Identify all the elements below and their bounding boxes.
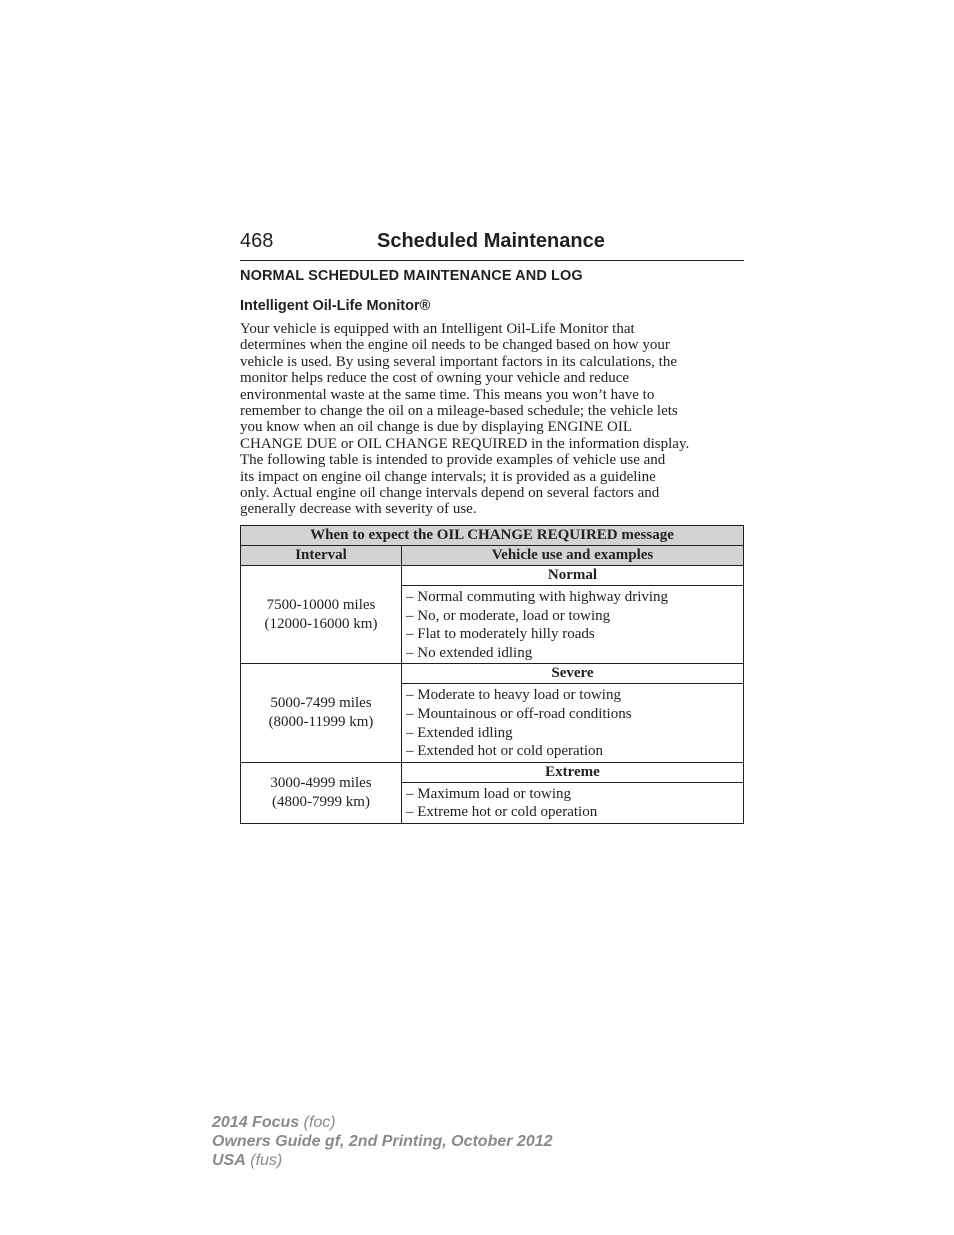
footer-model-code: (foc): [303, 1114, 336, 1131]
column-header-interval: Interval: [241, 546, 402, 566]
interval-cell: [241, 664, 402, 762]
interval-cell: [241, 762, 402, 823]
list-item: – Extreme hot or cold operation: [406, 804, 598, 821]
table-caption: When to expect the OIL CHANGE REQUIRED message: [241, 526, 744, 546]
list-item: – Flat to moderately hilly roads: [406, 626, 595, 643]
oil-change-table: [240, 525, 744, 824]
table-row: [241, 566, 744, 586]
footer-line-region: [212, 1151, 553, 1170]
interval-km: (12000-16000 km): [264, 615, 378, 632]
category-label: Extreme: [402, 762, 744, 782]
list-item: – No, or moderate, load or towing: [406, 607, 611, 624]
examples-cell: [402, 586, 744, 664]
examples-cell: [402, 782, 744, 823]
table-caption-row: [241, 526, 744, 546]
document-footer: [212, 1113, 553, 1170]
page-number: 468: [240, 230, 274, 252]
footer-region: USA: [212, 1152, 246, 1169]
body-paragraph: Your vehicle is equipped with an Intelligent Oil-Life Monitor that determines when the engine oil needs to be changed based on how your vehicle is used. By using several important factors in its calculations, the monitor helps reduce the cost of owning your vehicle and reduce environmental waste at the same time. This means you won’t have to remember to change the oil on a mileage-based schedule; the vehicle lets you know when an oil change is due by displaying ENGINE OIL CHANGE DUE or OIL CHANGE REQUIRED in the information display. The following table is intended to provide examples of vehicle use and its impact on engine oil change intervals; it is provided as a guideline only. Actual engine oil change intervals depend on several factors and generally decrease with severity of use.: [240, 321, 690, 518]
list-item: – Extended hot or cold operation: [406, 743, 604, 760]
interval-km: (8000-11999 km): [268, 714, 374, 731]
list-item: – Moderate to heavy load or towing: [406, 687, 621, 704]
footer-guide: Owners Guide gf, 2nd Printing, October 2012: [212, 1133, 553, 1150]
footer-line-model: [212, 1113, 553, 1132]
table-row: [241, 762, 744, 782]
interval-miles: 3000-4999 miles: [270, 774, 372, 791]
footer-region-code: (fus): [250, 1152, 283, 1169]
table-header-row: [241, 546, 744, 566]
footer-model: 2014 Focus: [212, 1114, 300, 1131]
column-header-vehicle-use: Vehicle use and examples: [402, 546, 744, 566]
interval-km: (4800-7999 km): [272, 793, 370, 810]
chapter-title: Scheduled Maintenance: [377, 230, 605, 252]
list-item: – No extended idling: [406, 644, 533, 661]
footer-line-guide: [212, 1132, 553, 1151]
examples-cell: [402, 684, 744, 762]
interval-miles: 5000-7499 miles: [270, 695, 372, 712]
list-item: – Normal commuting with highway driving: [406, 589, 669, 605]
list-item: – Extended idling: [406, 724, 513, 741]
category-label: Normal: [402, 566, 744, 586]
interval-cell: [241, 566, 402, 664]
table-row: [241, 664, 744, 684]
category-label: Severe: [402, 664, 744, 684]
list-item: – Mountainous or off-road conditions: [406, 705, 632, 722]
sub-heading: Intelligent Oil-Life Monitor®: [240, 298, 431, 314]
section-heading: NORMAL SCHEDULED MAINTENANCE AND LOG: [240, 268, 583, 284]
page-header: [240, 228, 744, 261]
interval-miles: 7500-10000 miles: [266, 596, 376, 613]
list-item: – Maximum load or towing: [406, 785, 571, 802]
